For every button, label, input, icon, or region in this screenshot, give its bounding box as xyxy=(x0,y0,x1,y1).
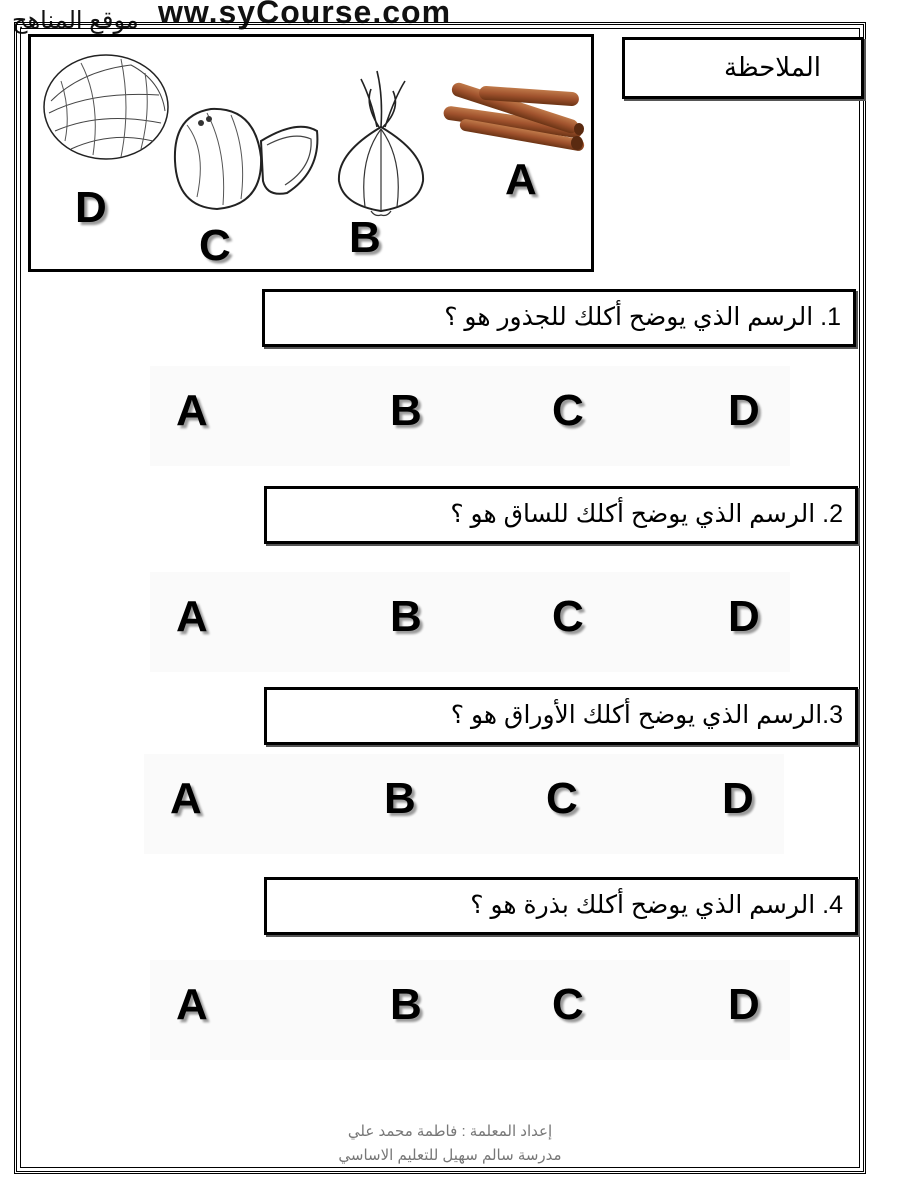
figure-letter-a: A xyxy=(505,155,537,204)
cinnamon-sticks-icon xyxy=(439,81,589,161)
question-2-box xyxy=(264,486,858,544)
answer-option-c[interactable]: C xyxy=(552,592,584,641)
answer-option-a[interactable]: A xyxy=(176,386,208,435)
footer-school: مدرسة سالم سهيل للتعليم الاساسي xyxy=(338,1147,562,1164)
answer-option-a[interactable]: A xyxy=(176,980,208,1029)
question-2-answers xyxy=(150,572,790,672)
question-3-answers xyxy=(144,754,784,854)
note-label: الملاحظة xyxy=(723,52,821,82)
site-url: ww.syCourse.com xyxy=(158,0,452,30)
answer-option-b[interactable]: B xyxy=(390,386,422,435)
site-name-arabic: موقع المناهج xyxy=(12,7,139,34)
answer-option-c[interactable]: C xyxy=(546,774,578,823)
answer-option-d[interactable]: D xyxy=(728,386,760,435)
figure-letter-c: C xyxy=(199,221,231,270)
question-1-text: 1. الرسم الذي يوضح أكلك للجذور هو ؟ xyxy=(444,303,841,331)
answer-option-c[interactable]: C xyxy=(552,980,584,1029)
question-1-answers xyxy=(150,366,790,466)
answer-option-b[interactable]: B xyxy=(390,592,422,641)
image-panel xyxy=(28,34,594,272)
figure-letter-d: D xyxy=(75,183,107,232)
answer-option-d[interactable]: D xyxy=(722,774,754,823)
answer-option-d[interactable]: D xyxy=(728,980,760,1029)
answer-option-a[interactable]: A xyxy=(170,774,202,823)
figure-letter-b: B xyxy=(349,213,381,262)
cabbage-icon xyxy=(41,51,171,163)
answer-option-a[interactable]: A xyxy=(176,592,208,641)
question-4-box xyxy=(264,877,858,935)
question-3-box xyxy=(264,687,858,745)
question-1-box xyxy=(262,289,856,347)
question-4-answers xyxy=(150,960,790,1060)
answer-option-b[interactable]: B xyxy=(384,774,416,823)
answer-option-b[interactable]: B xyxy=(390,980,422,1029)
onion-bulb-icon xyxy=(331,69,431,219)
footer-teacher: إعداد المعلمة : فاطمة محمد علي xyxy=(347,1123,553,1140)
answer-option-c[interactable]: C xyxy=(552,386,584,435)
answer-option-d[interactable]: D xyxy=(728,592,760,641)
note-box xyxy=(622,37,864,99)
question-2-text: 2. الرسم الذي يوضح أكلك للساق هو ؟ xyxy=(450,500,843,528)
question-4-text: 4. الرسم الذي يوضح أكلك بذرة هو ؟ xyxy=(470,891,843,919)
coconut-icon xyxy=(167,101,323,211)
question-3-text: 3.الرسم الذي يوضح أكلك الأوراق هو ؟ xyxy=(450,701,843,729)
